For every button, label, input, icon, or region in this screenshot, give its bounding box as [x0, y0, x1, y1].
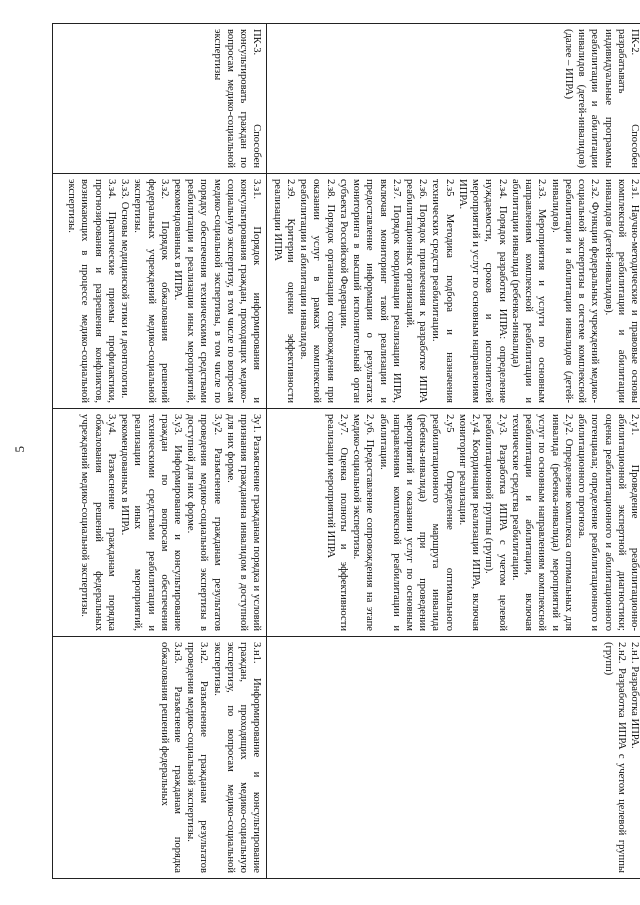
skill-item: 3.у3. Информирование и консультирование граждан по вопросам обеспечения техническими средствами реабилитации и реализации иных мероприятий, рекомендованных в ИПРА.: [119, 414, 184, 631]
knowledge-item: 2.з3. Мероприятия и услуги по основным направлениям комплексной реабилитации и абилитации инвалида (ребенка-инвалида): [509, 179, 548, 403]
competence-text: ПК-3. Способен консультировать граждан по вопросам медико-социальной экспертизы: [211, 29, 263, 168]
table-row: [267, 24, 640, 879]
skill-item: 3.у2. Разъяснение гражданам результатов проведения медико-социальной экспертизы в доступной для них форме.: [185, 414, 223, 631]
skills-cell: [267, 409, 640, 637]
competence-cell: [53, 24, 267, 174]
knowledge-item: 2.з5 Методика подбора и назначения технических средств реабилитации.: [430, 179, 455, 403]
knowledge-item: 2.з1. Научно-методические и правовые основы комплексной реабилитации и абилитации инвалидов (детей-инвалидов).: [602, 179, 640, 403]
competence-table: [52, 23, 640, 879]
practice-cell: [53, 637, 267, 879]
practice-item: 3.н3. Разъяснение гражданам порядка обжалования решений федеральных: [158, 642, 184, 873]
competence-text: ПК-2. Способен разрабатывать индивидуальные программы реабилитации и абилитации инвалидов (детей-инвалидов) (далее – ИПРА): [562, 29, 640, 168]
knowledge-item: 3.з2. Порядок обжалования решений федеральных учреждений медико-социальной экспертизы.: [132, 179, 170, 403]
page-number: 5: [12, 446, 27, 453]
skill-item: 2.у5 Определение оптимального реабилитационного маршрута инвалида (ребенка-инвалида) при проведении мероприятий и оказании услуг по основным направлениям комплексной реабилитации и абилитации.: [377, 414, 455, 631]
skills-cell: [53, 409, 267, 637]
practice-item: 2.н2. Разработка ИПРА с учетом целевой группы (групп): [602, 642, 627, 873]
skill-item: 2.у3. Разработка ИПРА с учетом целевой реабилитационной группы (групп).: [483, 414, 508, 631]
skill-item: 2.у4. Координация реализации ИПРА, включая мониторинг реализации.: [456, 414, 482, 631]
knowledge-item: 3.з3. Основы медицинской этики и деонтологии.: [119, 179, 131, 399]
skill-item: 3.у4. Разъяснение гражданам порядка обжалования решений федеральных учреждений медико-социальной экспертизы.: [79, 414, 117, 631]
knowledge-cell: [53, 174, 267, 409]
knowledge-item: 2.з6. Порядок привлечения к разработке ИПРА реабилитационных организаций.: [404, 179, 429, 403]
practice-cell: [267, 637, 640, 879]
practice-item: 3.н1. Информирование и консультирование граждан, проходящих медико-социальную экспертизу, по вопросам медико-социальной экспертизы.: [211, 642, 263, 873]
skill-item: 2.у6. Предоставление сопровождения на этапе медико-социальной экспертизы.: [351, 414, 376, 631]
table-row: [53, 24, 267, 879]
knowledge-item: 3.з1. Порядок информирования и консультирования граждан, проходящих медико-социальную экспертизу, в том числе по вопросам медико-социальной экспертизы, в том числе по порядку обеспечения техническими средствами реабилитации и реализации иных мероприятий, рекомендованных в ИПРА.: [172, 179, 263, 403]
knowledge-cell: [267, 174, 640, 409]
skill-item: 3у1. Разъяснение гражданам порядка и условий признания гражданина инвалидом в доступной для них форме.: [224, 414, 263, 631]
skill-item: 2.у2. Определение комплекса оптимальных для инвалида (ребенка-инвалида) мероприятий и услуг по основным направлениям комплексной реабилитации и абилитации, включая технические средства реабилитации.: [509, 414, 574, 631]
knowledge-item: 2.з2. Функции федеральных учреждений медико-социальной экспертизы в системе комплексной реабилитации и абилитации инвалидов (детей-инвалидов).: [549, 179, 601, 403]
knowledge-item: 2.з4. Порядок разработки ИПРА: определение нуждаемости, сроков и исполнителей мероприятий и услуг по основным направлениям ИПРА.: [456, 179, 508, 403]
competence-cell: [267, 24, 640, 174]
knowledge-item: 2.з7. Порядок координации реализации ИПРА, включая мониторинг такой реализации и предоставление информации о результатах мониторинга в высший исполнительный орган субъекта Российской Федерации.: [337, 179, 402, 403]
knowledge-item: 2.з9. Критерии оценки эффективности реализации ИПРА: [271, 179, 296, 403]
practice-item: 2.н1. Разработка ИПРА.: [629, 642, 640, 749]
competence-table-sheet: [55, 23, 640, 878]
skill-item: 2.у7. Оценка полноты и эффективности реализации мероприятий ИПРА: [324, 414, 349, 631]
skill-item: 2.у1. Проведение реабилитационно-абилитационной экспертной диагностики; оценка реабилитационного и абилитационного потенциала; определение реабилитационного и абилитационного прогноза.: [576, 414, 640, 631]
practice-item: 3.н2. Разъяснение гражданам результатов проведения медико-социальной экспертизы.: [185, 642, 210, 873]
knowledge-item: 3.з4. Практические приемы профилактики, прогнозирования и разрешения конфликтов, возникающих в процессе медико-социальной экспертизы.: [66, 179, 117, 403]
knowledge-item: 2.з8. Порядок организации сопровождения при оказании услуг в рамках комплексной реабилитации и абилитации инвалидов.: [298, 179, 336, 403]
